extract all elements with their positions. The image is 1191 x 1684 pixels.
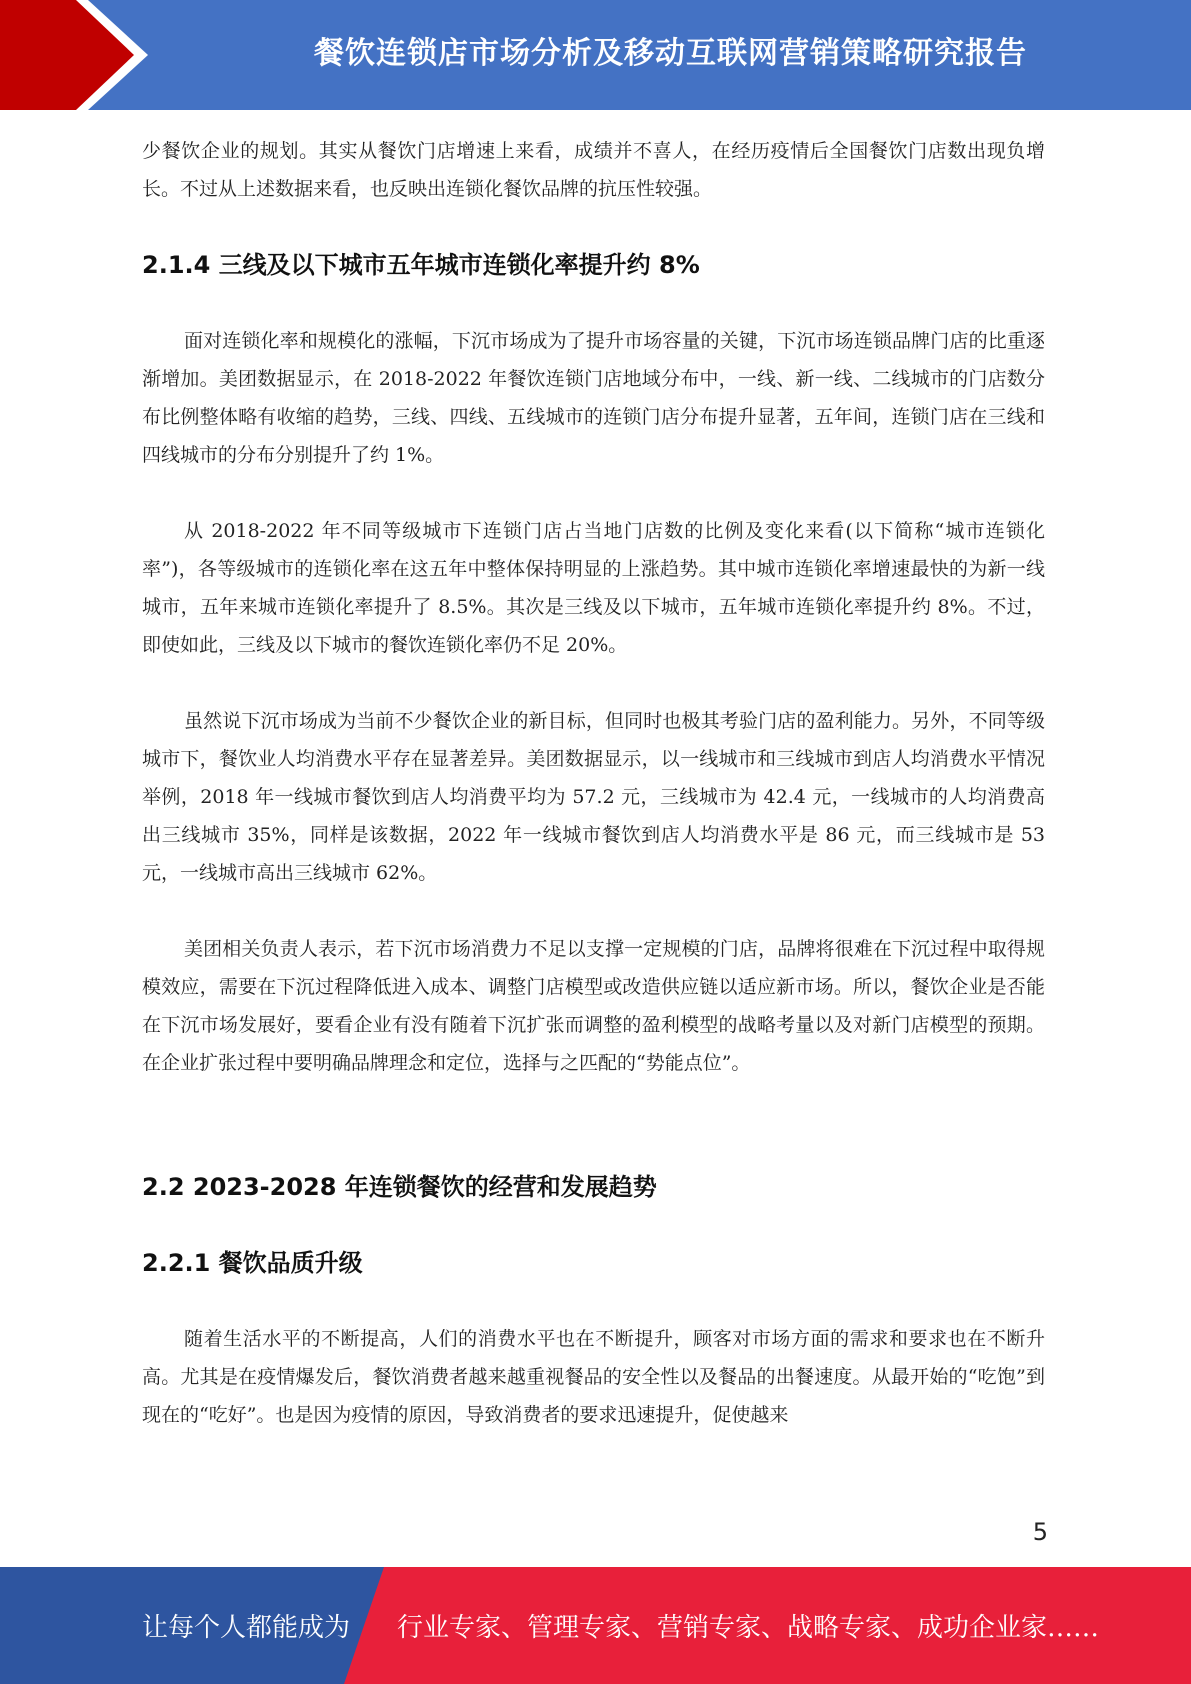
footer-slogan-right: 行业专家、管理专家、营销专家、战略专家、成功企业家……	[397, 1613, 1100, 1643]
footer-slogan-left: 让每个人都能成为	[142, 1613, 351, 1643]
page-content	[142, 132, 1045, 1434]
page-header	[0, 0, 1191, 110]
page-footer	[0, 1567, 1191, 1684]
report-title: 餐饮连锁店市场分析及移动互联网营销策略研究报告	[314, 36, 1027, 71]
paragraph-2: 从 2018-2022 年不同等级城市下连锁门店占当地门店数的比例及变化来看(以下简称“城市连锁化率”)，各等级城市的连锁化率在这五年中整体保持明显的上涨趋势。其中城市连锁化率增速最快的为新一线城市，五年来城市连锁化率提升了 8.5%。其次是三线及以下城市，五年城市连锁化率提升约 8%。不过，即使如此，三线及以下城市的餐饮连锁化率仍不足 20%。	[142, 520, 1045, 656]
paragraph-3: 虽然说下沉市场成为当前不少餐饮企业的新目标，但同时也极其考验门店的盈利能力。另外，不同等级城市下，餐饮业人均消费水平存在显著差异。美团数据显示，以一线城市和三线城市到店人均消费水平情况举例，2018 年一线城市餐饮到店人均消费平均为 57.2 元，三线城市为 42.4 元，一线城市的人均消费高出三线城市 35%，同样是该数据，2022 年一线城市餐饮到店人均消费水平是 86 元，而三线城市是 53 元，一线城市高出三线城市 62%。	[142, 710, 1045, 884]
header-red-arrow	[0, 0, 150, 110]
paragraph-4: 美团相关负责人表示，若下沉市场消费力不足以支撑一定规模的门店，品牌将很难在下沉过程中取得规模效应，需要在下沉过程降低进入成本、调整门店模型或改造供应链以适应新市场。所以，餐饮企业是否能在下沉市场发展好，要看企业有没有随着下沉扩张而调整的盈利模型的战略考量以及对新门店模型的预期。在企业扩张过程中要明确品牌理念和定位，选择与之匹配的“势能点位”。	[142, 938, 1045, 1074]
heading-2-2: 2.2 2023-2028 年连锁餐饮的经营和发展趋势	[142, 1173, 657, 1201]
paragraph-continuation: 少餐饮企业的规划。其实从餐饮门店增速上来看，成绩并不喜人，在经历疫情后全国餐饮门店数出现负增长。不过从上述数据来看，也反映出连锁化餐饮品牌的抗压性较强。	[142, 140, 1045, 200]
page-number: 5	[1032, 1518, 1048, 1546]
paragraph-5: 随着生活水平的不断提高，人们的消费水平也在不断提升，顾客对市场方面的需求和要求也在不断升高。尤其是在疫情爆发后，餐饮消费者越来越重视餐品的安全性以及餐品的出餐速度。从最开始的“吃饱”到现在的“吃好”。也是因为疫情的原因，导致消费者的要求迅速提升，促使越来	[142, 1328, 1045, 1426]
heading-2-1-4: 2.1.4 三线及以下城市五年城市连锁化率提升约 8%	[142, 251, 700, 279]
heading-2-2-1: 2.2.1 餐饮品质升级	[142, 1249, 363, 1277]
paragraph-1: 面对连锁化率和规模化的涨幅，下沉市场成为了提升市场容量的关键，下沉市场连锁品牌门店的比重逐渐增加。美团数据显示，在 2018-2022 年餐饮连锁门店地域分布中，一线、新一线、二线城市的门店数分布比例整体略有收缩的趋势，三线、四线、五线城市的连锁门店分布提升显著，五年间，连锁门店在三线和四线城市的分布分别提升了约 1%。	[142, 330, 1045, 466]
